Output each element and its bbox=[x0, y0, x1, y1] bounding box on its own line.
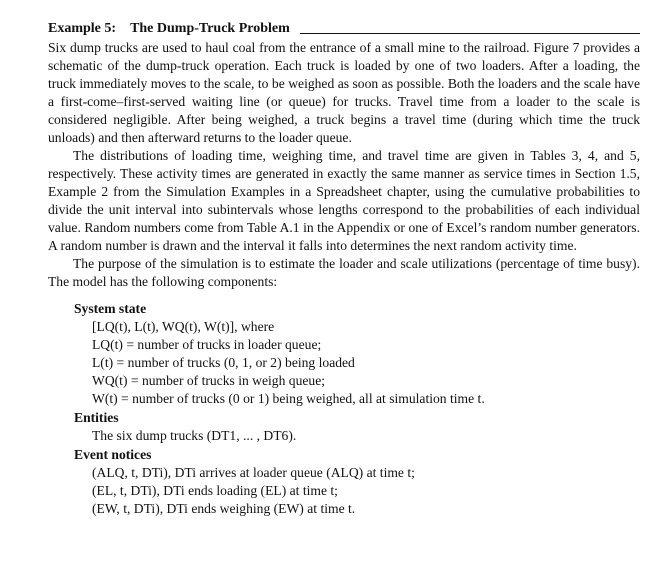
event-notices-heading: Event notices bbox=[74, 447, 152, 462]
paragraph-distributions: The distributions of loading time, weighing time, and travel time are given in Tables 3, 4, and 5, respectively. These activity times are generated in exactly the same manner as service times in Section 1.5, Example 2 from the Simulation Examples in a Spreadsheet chapter, using the cumulative probabilities to divide the unit interval into subintervals whose lengths correspond to the probabilities of each individual value. Random numbers come from Table A.1 in the Appendix or one of Excel’s random number generators. A random number is drawn and the interval it falls into determines the next random activity time. bbox=[48, 148, 640, 253]
system-state-line: W(t) = number of trucks (0 or 1) being weighed, all at simulation time t. bbox=[92, 391, 485, 406]
document-page bbox=[48, 20, 640, 518]
entities-heading: Entities bbox=[74, 410, 119, 425]
system-state-line: [LQ(t), L(t), WQ(t), W(t)], where bbox=[92, 319, 275, 334]
example-heading bbox=[48, 20, 640, 38]
example-title: The Dump-Truck Problem bbox=[130, 21, 290, 36]
system-state-line: WQ(t) = number of trucks in weigh queue; bbox=[92, 373, 326, 388]
entities-line: The six dump trucks (DT1, ... , DT6). bbox=[92, 428, 297, 443]
system-state-heading: System state bbox=[74, 301, 147, 316]
example-label: Example 5: bbox=[48, 21, 117, 36]
paragraph-intro: Six dump trucks are used to haul coal from the entrance of a small mine to the railroad. Figure 7 provides a schematic of the dump-truck operation. Each truck is loaded by one of two loaders. After a loading, the truck immediately moves to the scale, to be weighed as soon as possible. Both the loaders and the scale have a first-come–first-served waiting line (or queue) for trucks. Travel time from a loader to the scale is considered negligible. After being weighed, a truck begins a travel time (during which time the truck unloads) and then afterward returns to the loader queue. bbox=[48, 40, 640, 145]
system-state-line: LQ(t) = number of trucks in loader queue; bbox=[92, 337, 322, 352]
event-notice-line: (EW, t, DTi), DTi ends weighing (EW) at time t. bbox=[92, 501, 356, 516]
event-notice-line: (ALQ, t, DTi), DTi arrives at loader queue (ALQ) at time t; bbox=[92, 465, 415, 480]
heading-rule bbox=[300, 33, 640, 34]
paragraph-purpose: The purpose of the simulation is to estimate the loader and scale utilizations (percentage of time busy). The model has the following components: bbox=[48, 256, 640, 289]
event-notice-line: (EL, t, DTi), DTi ends loading (EL) at time t; bbox=[92, 483, 338, 498]
system-state-line: L(t) = number of trucks (0, 1, or 2) being loaded bbox=[92, 355, 355, 370]
